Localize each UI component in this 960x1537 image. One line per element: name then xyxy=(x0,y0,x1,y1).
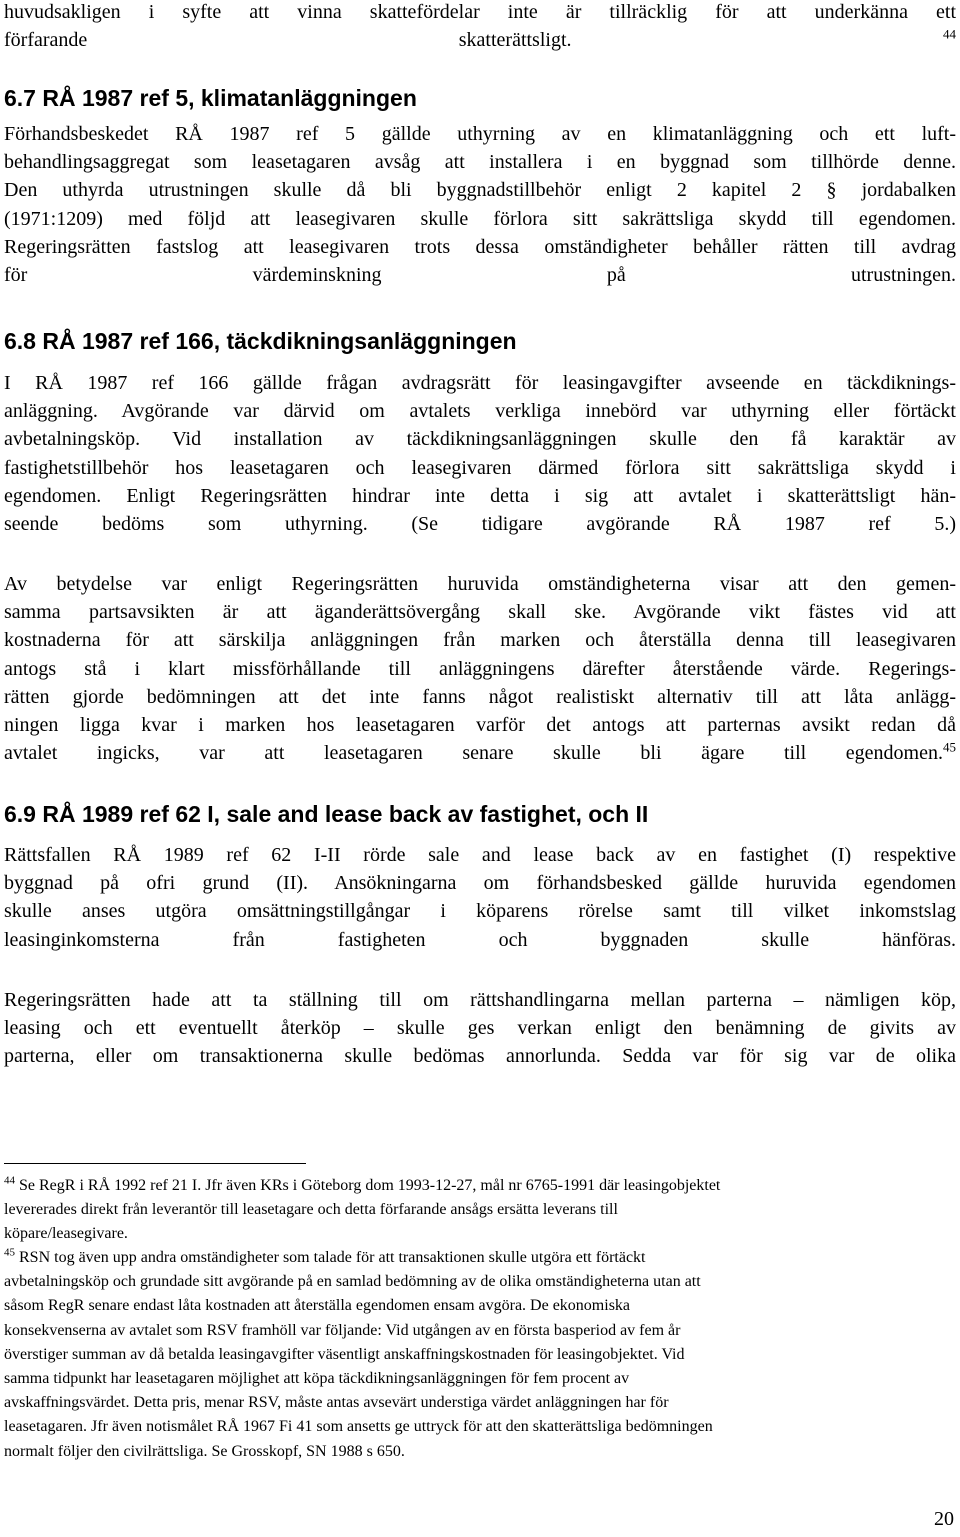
text-line: Av betydelse var enligt Regeringsrätten huruvida omständigheterna visar att den gemen- xyxy=(4,573,956,595)
footnote-line: avbetalningsköp och grundade sitt avgörande på en samlad bedömning av de olika omständigheterna utan att xyxy=(4,1273,701,1291)
text-line: anläggning. Avgörande var därvid om avtalets verkliga innebörd var uthyrning eller förtäckt xyxy=(4,400,956,423)
text-line: (1971:1209) med följd att leasegivaren skulle förlora sitt sakrättsliga skydd till egendomen. xyxy=(4,207,956,230)
text-line: kostnaderna för att särskilja anläggningen från marken och återställa denna till leasegivaren xyxy=(4,629,956,652)
footnote-line: köpare/leasegivare. xyxy=(4,1225,128,1243)
text-line: rätten gjorde bedömningen att det inte fanns något realistiskt alternativ till att låta anlägg- xyxy=(4,685,956,708)
sec69-paragraph-1 xyxy=(4,841,956,954)
text-line: skulle anses utgöra omsättningstillgångar i köparens rörelse samt till vilket inkomstslag xyxy=(4,900,956,923)
section-heading-6-8: 6.8 RÅ 1987 ref 166, täckdikningsanläggningen xyxy=(4,328,517,354)
text-line: Regeringsrätten fastslog att leasegivaren trots dessa omständigheter behåller rätten till avdrag xyxy=(4,235,956,258)
footnote-divider xyxy=(4,1163,306,1164)
text-line: egendomen. Enligt Regeringsrätten hindrar inte detta i sig att avtalet i skatterättsligt hän- xyxy=(4,484,956,507)
text-line: antogs stå i klart missförhållande till anläggningens därefter återstående värde. Regerings- xyxy=(4,657,956,680)
text-line: Rättsfallen RÅ 1989 ref 62 I-II rörde sale and lease back av en fastighet (I) respektive xyxy=(4,844,956,866)
footnote-number: 44 xyxy=(4,1174,15,1187)
footnote-ref-44[interactable]: 44 xyxy=(943,26,956,42)
text-line: parterna, eller om transaktionerna skulle bedömas annorlunda. Sedda var för sig var de olika xyxy=(4,1045,956,1068)
footnote-line: avskaffningsvärdet. Detta pris, menar RSV, måste antas avsevärt understiga värdet anläggningen har för xyxy=(4,1394,669,1412)
sec69-paragraph-2 xyxy=(4,986,956,1071)
footnote-number: 45 xyxy=(4,1246,15,1259)
sec68-paragraph-1 xyxy=(4,369,956,538)
text-line: avbetalningsköp. Vid installation av täckdikningsanläggningen skulle den få karaktär av xyxy=(4,428,956,451)
text-line: Den uthyrda utrustningen skulle då bli byggnadstillbehör enligt 2 kapitel 2 § jordabalken xyxy=(4,179,956,202)
footnote-line: överstiger summan av då betalda leasingavgifter väsentligt anskaffningskostnaden för leasingobjektet. Vid xyxy=(4,1345,685,1363)
text-line: leasinginkomsterna från fastigheten och byggnaden skulle hänföras. xyxy=(4,928,956,951)
page-number: 20 xyxy=(934,1508,954,1530)
text-line: huvudsakligen i syfte att vinna skattefördelar inte är tillräcklig för att underkänna ett xyxy=(4,1,956,23)
text-line: samma partsavsikten är att äganderättsövergång skall ske. Avgörande vikt fästes vid att xyxy=(4,601,956,624)
text-line: leasing och ett eventuellt återköp – skulle ges verkan enligt den benämning de givits av xyxy=(4,1017,956,1040)
footnote-45: $^{45}$ RSN tog även upp andra omständigheter som talade för att transaktionen skulle utgöra ett förtäckt avbetalningsköp och grundade sitt avgörande på en samlad bedömning av de olika omständigheterna utan att såsom RegR senare endast låta kostnaden att återställa egendomen ensam avgöra. De ekonomiska konsekvenserna av avtalet som RSV framhöll var följande: Vid utgången av en första basperiod av fem år överstiger summan av då betalda leasingavgifter väsentligt anskaffningskostnaden för leasingobjektet. Vid samma tidpunkt har leasetagaren möjlighet att köpa täckdikningsanläggningen för fem procent av avskaffningsvärdet. Detta pris, menar RSV, måste antas avsevärt understiga värdet anläggningen har för leasetagaren. Jfr även notismålet RÅ 1967 Fi 41 som ansetts ge uttryck för att den skatterättsliga bedömningen normalt följer den civilrättsliga. Se Grosskopf, SN 1988 s 650. xyxy=(4,1246,956,1464)
text-line: Regeringsrätten hade att ta ställning till om rättshandlingarna mellan parterna – nämligen köp, xyxy=(4,989,956,1011)
footnote-line: konsekvenserna av avtalet som RSV framhöll var följande: Vid utgången av en första basperiod av fem år xyxy=(4,1321,681,1339)
sec68-paragraph-2 xyxy=(4,570,956,767)
text-line: förfarande skatterättsligt. $^{44}$ xyxy=(4,26,956,52)
footnote-line: levererades direkt från leverantör till leasetagare och detta förfarande ansågs ersätta leverans till xyxy=(4,1201,618,1219)
text-line: behandlingsaggregat som leasetagaren avsåg att installera i en byggnad som tillhörde denne. xyxy=(4,151,956,174)
text-line: seende bedöms som uthyrning. (Se tidigare avgörande RÅ 1987 ref 5.) xyxy=(4,512,956,535)
sec67-paragraph xyxy=(4,120,956,289)
footnote-ref-45[interactable]: 45 xyxy=(943,739,956,755)
text-line: för värdeminskning på utrustningen. xyxy=(4,263,956,286)
footnote-line: leasetagaren. Jfr även notismålet RÅ 1967 Fi 41 som ansetts ge uttryck för att den skatterättsliga bedömningen xyxy=(4,1418,713,1436)
text-line: I RÅ 1987 ref 166 gällde frågan avdragsrätt för leasingavgifter avseende en täckdiknings- xyxy=(4,372,956,394)
text-line: avtalet ingicks, var att leasetagaren senare skulle bli ägare till egendomen.$^{45}$ xyxy=(4,739,956,765)
footnote-line: samma tidpunkt har leasetagaren möjlighet att köpa täckdikningsanläggningen för fem procent av xyxy=(4,1370,630,1388)
section-heading-6-9: 6.9 RÅ 1989 ref 62 I, sale and lease back av fastighet, och II xyxy=(4,801,649,827)
section-heading-6-7: 6.7 RÅ 1987 ref 5, klimatanläggningen xyxy=(4,85,417,111)
footnote-44: $^{44}$ Se RegR i RÅ 1992 ref 21 I. Jfr även KRs i Göteborg dom 1993-12-27, mål nr 6765-1991 där leasingobjektet levererades direkt från leverantör till leasetagare och detta förfarande ansågs ersätta leverans till köpare/leasegivare. xyxy=(4,1174,956,1247)
intro-paragraph xyxy=(4,0,956,54)
footnote-line: normalt följer den civilrättsliga. Se Grosskopf, SN 1988 s 650. xyxy=(4,1442,405,1460)
footnote-line: såsom RegR senare endast låta kostnaden att återställa egendomen ensam avgöra. De ekonomiska xyxy=(4,1297,631,1315)
text-line: fastighetstillbehör hos leasetagaren och leasegivaren därmed förlora sitt sakrättsliga skydd i xyxy=(4,456,956,479)
text-line: byggnad på ofri grund (II). Ansökningarna om förhandsbesked gällde huruvida egendomen xyxy=(4,872,956,895)
text-line: ningen ligga kvar i marken hos leasetagaren varför det antogs att parternas avsikt redan då xyxy=(4,713,956,736)
text-line: Förhandsbeskedet RÅ 1987 ref 5 gällde uthyrning av en klimatanläggning och ett luft- xyxy=(4,123,956,145)
